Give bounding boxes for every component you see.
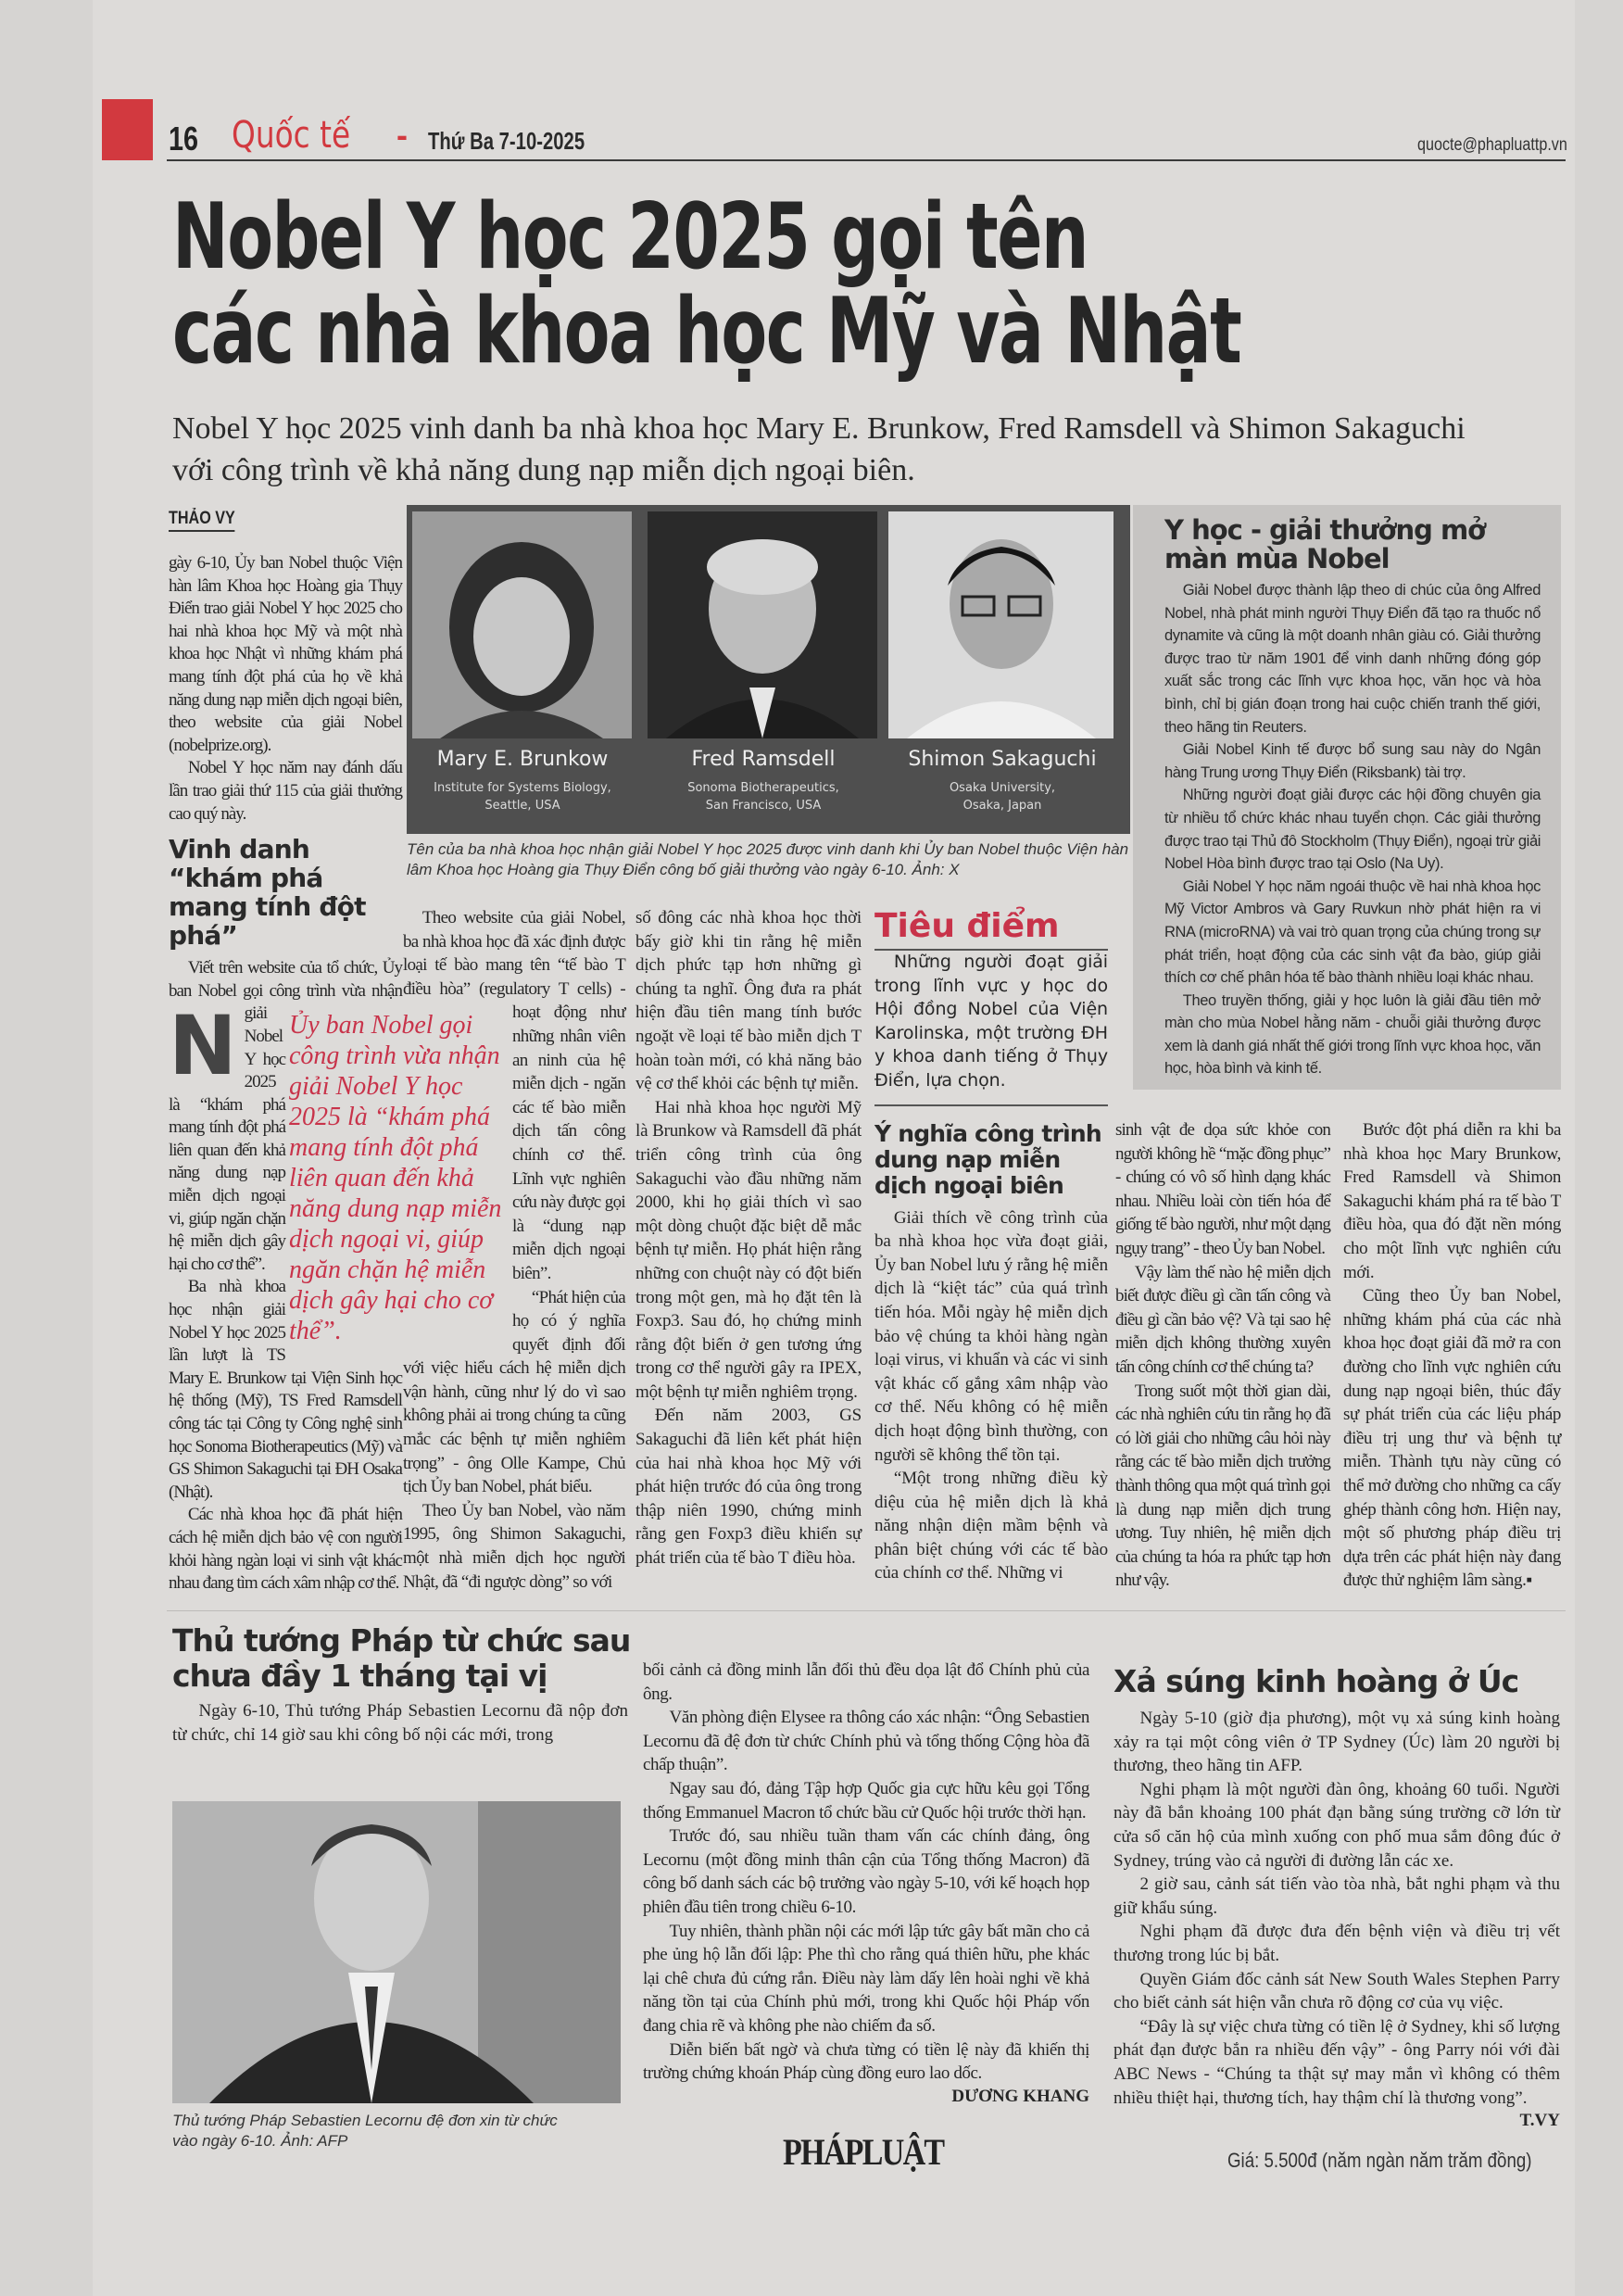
paragraph: Nghi phạm là một người đàn ông, khoảng 60 tuổi. Người này đã bắn khoảng 100 phát đạn bằng súng trường cỡ lớn từ cửa sổ căn hộ của mình xuống con phố mua sắm đông đúc ở Sydney, trúng vào cả người đi đường lẫn các xe. [1113, 1779, 1560, 1871]
focus-text: Những người đoạt giải trong lĩnh vực y học do Hội đồng Nobel của Viện Karolinska, một trường ĐH y khoa danh tiếng ở Thụy Điển, lựa chọn. [874, 951, 1108, 1106]
paragraph: Bước đột phá diễn ra khi ba nhà khoa học Mary Brunkow, Fred Ramsdell và Shimon Sakaguchi khám phá ra tế bào T điều hòa, qua đó đặt nền móng cho một lĩnh vực nghiên cứu mới. [1343, 1120, 1561, 1282]
france-photo-caption-text: Thủ tướng Pháp Sebastien Lecornu đệ đơn xin từ chức vào ngày 6-10. Ảnh: AFP [172, 2112, 558, 2150]
subheading: Vinh danh “khám phá mang tính đột phá” [169, 834, 366, 952]
sidebar-paragraph: Những người đoạt giải được các hội đồng chuyên gia từ nhiều tổ chức khác nhau tuyển chọn. Các giải thưởng được trao tại Thủ đô Stockholm (Thụy Điển), ngoại trừ giải Nobel Hòa bình được trao tại Oslo (Na Uy). [1164, 787, 1541, 873]
section-divider [167, 1610, 1566, 1611]
paragraph: Diễn biến bất ngờ và chưa từng có tiền lệ này đã khiến thị trường chứng khoán Pháp cùng đồng euro lao dốc. [643, 2039, 1089, 2084]
laureate-affiliation: Institute for Systems Biology, Seattle, USA [434, 781, 611, 813]
section-color-block [102, 99, 153, 160]
laureates-photo [407, 505, 1130, 834]
article-column-4 [874, 906, 1108, 1585]
australia-body [1113, 1707, 1560, 2132]
author-signature: T.VY [1519, 2111, 1560, 2131]
photo-caption [407, 839, 1130, 880]
paragraph: Trước đó, sau nhiều tuần tham vấn các chính đảng, ông Lecornu (một đồng minh thân cận của Tổng thống Macron) đã công bố danh sách các bộ trưởng vào ngày 5-10, với kế hoạch họp phiên đầu tiên trong chiều 6-10. [643, 1826, 1089, 1917]
paragraph: Nghi phạm đã được đưa đến bệnh viện và điều trị vết thương trong lúc bị bắt. [1113, 1922, 1560, 1965]
article-column-3 [635, 906, 862, 1571]
photo-caption-text: Tên của ba nhà khoa học nhận giải Nobel Y học 2025 được vinh danh khi Ủy ban Nobel thuộc Viện hàn lâm Khoa học Hoàng gia Thụy Điển công bố giải thưởng vào ngày 6-10. Ảnh: X [407, 840, 1129, 878]
france-headline: Thủ tướng Pháp từ chức sau chưa đầy 1 tháng tại vị [172, 1622, 631, 1694]
paragraph: Trong suốt một thời gian dài, các nhà nghiên cứu tin rằng họ đã có lời giải cho những câu hỏi này rằng các tế bào miễn dịch trưởng thành thông qua một quá trình gọi là dung nạp miễn dịch trung ương. Tuy nhiên, hệ miễn dịch của chúng ta hóa ra phức tạp hơn như vậy. [1115, 1381, 1330, 1591]
headline-line-1: Nobel Y học 2025 gọi tên [172, 184, 1088, 290]
paragraph: Ngay sau đó, đảng Tập hợp Quốc gia cực hữu kêu gọi Tổng thống Emmanuel Macron tổ chức bầu cử Quốc hội trước thời hạn. [643, 1778, 1089, 1823]
paragraph: Ngày 6-10, Thủ tướng Pháp Sebastien Lecornu đã nộp đơn từ chức, chỉ 14 giờ sau khi công bố nội các mới, trong [172, 1701, 628, 1745]
paragraph: Nobel Y học năm nay đánh dấu lần trao giải thứ 115 của giải thưởng cao quý này. [169, 758, 402, 824]
section-email[interactable]: quocte@phapluattp.vn [1417, 135, 1567, 155]
paragraph: 2 giờ sau, cảnh sát tiến vào tòa nhà, bắt nghi phạm và thu giữ khẩu súng. [1113, 1874, 1560, 1918]
sidebar-paragraph: Giải Nobel Kinh tế được bổ sung sau này do Ngân hàng Trung ương Thụy Điển (Riksbank) tài trợ. [1164, 741, 1541, 781]
paragraph: Ba nhà khoa học nhận giải Nobel Y học 2025 lần lượt là TS Mary E. Brunkow tại Viện Sinh học hệ thống (Mỹ), TS Fred Ramsdell công tác tại Công ty Công nghệ sinh học Sonoma Biotherapeutics (Mỹ) và GS Shimon Sakaguchi tại ĐH Osaka (Nhật). [169, 1277, 402, 1502]
france-body [643, 1659, 1089, 2108]
sidebar-paragraph: Giải Nobel Y học năm ngoái thuộc về hai nhà khoa học Mỹ Victor Ambros và Gary Ruvkun nhờ phát hiện ra vi RNA (microRNA) và vai trò quan trọng của chúng trong sự phát triển, hoạt động của các sinh vật đa bào, giúp giải thích cơ chế phân hóa tế bào thành nhiều loại khác nhau. [1164, 877, 1541, 987]
page-number: 16 [169, 120, 199, 158]
cover-price: Giá: 5.500đ (năm ngàn năm trăm đồng) [1227, 2149, 1532, 2172]
paragraph: bối cảnh cả đồng minh lẫn đối thủ đều dọa lật đổ Chính phủ của ông. [643, 1660, 1089, 1704]
main-headline [172, 184, 1241, 385]
paragraph: Giải thích về công trình của ba nhà khoa học vừa đoạt giải, Ủy ban Nobel lưu ý rằng hệ miễn dịch là “kiệt tác” của quá trình tiến hóa. Mỗi ngày hệ miễn dịch bảo vệ chúng ta khỏi hàng ngàn loại virus, vi khuẩn và các vi sinh vật khác cố gắng xâm nhập vào cơ thể. Nếu không có hệ miễn dịch hoạt động bình thường, con người sẽ không thể tồn tại. [874, 1207, 1108, 1465]
author-signature: DƯƠNG KHANG [951, 2086, 1089, 2106]
laureate-name: Fred Ramsdell [691, 748, 836, 771]
paragraph: “Một trong những điều kỳ diệu của hệ miễn dịch là khả năng nhận diện mầm bệnh và phân biệt chúng với các tế bào của chính cơ thể. Những vi [874, 1469, 1108, 1583]
portrait-ramsdell [648, 511, 877, 738]
sidebar-paragraph: Giải Nobel được thành lập theo di chúc của ông Alfred Nobel, nhà phát minh người Thụy Điển đã tạo ra thuốc nổ dynamite và cũng là một doanh nhân giàu có. Giải thưởng được trao từ năm 1901 để vinh danh những đóng góp xuất sắc trong các lĩnh vực khoa học, văn học và hòa bình, chỉ bị gián đoạn trong hai cuộc chiến tranh thế giới, theo hãng tin Reuters. [1164, 582, 1541, 736]
paragraph: Quyền Giám đốc cảnh sát New South Wales Stephen Parry cho biết cảnh sát hiện vẫn chưa rõ động cơ của vụ việc. [1113, 1969, 1560, 2013]
headline-line-2: các nhà khoa học Mỹ và Nhật [172, 279, 1241, 385]
australia-headline: Xả súng kinh hoàng ở Úc [1113, 1663, 1519, 1699]
section-title: Quốc tế [232, 114, 351, 157]
lecornu-portrait [172, 1801, 621, 2103]
paragraph: Đến năm 2003, GS Sakaguchi đã liên kết phát hiện của hai nhà khoa học Mỹ với phát hiện trước đó của ông trong thập niên 1990, chứng minh rằng gen Foxp3 điều khiển sự phát triển của tế bào T điều hòa. [635, 1406, 862, 1569]
lead-paragraph: gày 6-10, Ủy ban Nobel thuộc Viện hàn lâm Khoa học Hoàng gia Thụy Điển trao giải Nobel Y học 2025 cho hai nhà khoa học Mỹ và một nhà khoa học Nhật vì những khám phá mang tính đột phá của họ về khả năng dung nạp miễn dịch ngoại biên, theo website của giải Nobel (nobelprize.org). [169, 553, 402, 755]
paragraph: sinh vật đe dọa sức khỏe con người không hề “mặc đồng phục” - chúng có vô số hình dạng khác nhau. Nhiều loài còn tiến hóa để giống tế bào người, như một dạng ngụy trang” - theo Ủy ban Nobel. [1115, 1120, 1330, 1258]
subheading: Ý nghĩa công trình dung nạp miễn dịch ngoại biên [874, 1119, 1101, 1199]
article-column-6 [1343, 1118, 1561, 1593]
paragraph: Ngày 5-10 (giờ địa phương), một vụ xả súng kinh hoàng xảy ra tại một công viên ở TP Sydney (Úc) làm 20 người bị thương, theo hãng tin AFP. [1113, 1709, 1560, 1776]
france-pm-photo [172, 1801, 621, 2103]
focus-title: Tiêu điểm [874, 906, 1108, 951]
sidebar-title: Y học - giải thưởng mở màn mùa Nobel [1164, 514, 1486, 574]
article-column-2 [403, 906, 625, 1594]
paragraph: Theo Ủy ban Nobel, vào năm 1995, ông Shimon Sakaguchi, một nhà miễn dịch học người Nhật, đã “đi ngược dòng” so với [403, 1500, 625, 1592]
portrait-sakaguchi [888, 511, 1113, 738]
paragraph: Viết trên website của tổ chức, Ủy ban Nobel gọi công trình vừa nhận giải Nobel Y học 2025 là “khám phá mang tính đột phá liên quan đến khả năng dung nạp miễn dịch ngoại vi, giúp ngăn chặn hệ miễn dịch gây hại cho cơ thể”. [169, 958, 402, 1274]
pull-quote: Ủy ban Nobel gọi công trình vừa nhận giải Nobel Y học 2025 là “khám phá mang tính đột phá liên quan đến khả năng dung nạp miễn dịch ngoại vi, giúp ngăn chặn hệ miễn dịch gây hại cho cơ thể”. [289, 1011, 502, 1345]
paragraph: Tuy nhiên, thành phần nội các mới lập tức gây bất mãn cho cả phe ủng hộ lẫn đối lập: Phe thì cho rằng quá thiên hữu, phe khác lại chê chưa đủ cứng rắn. Điều này làm dấy lên hoài nghi về khả năng tồn tại của Chính phủ mới, trong khi Quốc hội Pháp vốn đang chia rẽ và không phe nào chiếm đa số. [643, 1921, 1089, 2036]
france-photo-caption [172, 2111, 580, 2151]
paragraph: Vậy làm thế nào hệ miễn dịch biết được điều gì cần tấn công và điều gì cần bảo vệ? Và tại sao hệ miễn dịch không thường xuyên tấn công chính cơ thể chúng ta? [1115, 1262, 1330, 1377]
article-byline: THẢO VY [169, 508, 235, 532]
article-sapo: Nobel Y học 2025 vinh danh ba nhà khoa học Mary E. Brunkow, Fred Ramsdell và Shimon Sakaguchi với công trình về khả năng dung nạp miễn dịch ngoại biên. [172, 411, 1466, 487]
header-rule [167, 159, 1566, 161]
portrait-brunkow [412, 511, 632, 738]
issue-date: Thứ Ba 7-10-2025 [428, 127, 585, 155]
paragraph: số đông các nhà khoa học thời bấy giờ khi tin rằng hệ miễn dịch phức tạp hơn những gì chúng ta nghĩ. Ông đưa ra phát hiện đầu tiên mang tính bước ngoặt về loại tế bào miễn dịch T hoàn toàn mới, có khả năng bảo vệ cơ thể khỏi các bệnh tự miễn. [635, 908, 862, 1094]
paragraph: “Đây là sự việc chưa từng có tiền lệ ở Sydney, khi số lượng phát đạn được bắn ra nhiều đến vậy” - ông Parry nói với đài ABC News - “Chúng ta thật sự may mắn vì không có thêm nhiều thiệt hại, thương tích, hay thậm chí là thương vong”. [1113, 2016, 1560, 2108]
sidebar-paragraph: Theo truyền thống, giải y học luôn là giải đầu tiên mở màn cho mùa Nobel hằng năm - chuỗi giải thưởng được xem là danh giá nhất thế giới trong lĩnh vực khoa học, văn học, hòa bình và kinh tế. [1164, 991, 1541, 1078]
paragraph: “Phát hiện của họ có ý nghĩa quyết định đối với việc hiểu cách hệ miễn dịch vận hành, cũng như lý do vì sao không phải ai trong chúng ta cũng mắc các bệnh tự miễn nghiêm trọng” - ông Olle Kampe, Chủ tịch Ủy ban Nobel, phát biểu. [403, 1287, 625, 1497]
paragraph: Cũng theo Ủy ban Nobel, những khám phá của các nhà khoa học đoạt giải đã mở ra con đường cho lĩnh vực nghiên cứu dung nạp ngoại biên, thúc đẩy sự phát triển của các liệu pháp điều trị ung thư và bệnh tự miễn. Thành tựu này cũng có thể mở đường cho những ca cấy ghép thành công hơn. Hiện nay, một số phương pháp điều trị dựa trên các phát hiện này đang được thử nghiệm lâm sàng.▪ [1343, 1286, 1561, 1591]
paragraph: Văn phòng điện Elysee ra thông cáo xác nhận: “Ông Sebastien Lecornu đã đệ đơn từ chức Chính phủ và tổng thống Cộng hòa đã chấp thuận”. [643, 1708, 1089, 1775]
focus-box [874, 906, 1108, 1106]
paragraph: Theo website của giải Nobel, ba nhà khoa học đã xác định được loại tế bào mang tên “tế bào T điều hòa” (regulatory T cells) - hoạt động như những nhân viên an ninh của hệ miễn dịch - ngăn các tế bào miễn dịch tấn công chính cơ thể. Lĩnh vực nghiên cứu này được gọi là “dung nạp miễn dịch ngoại biên”. [403, 908, 625, 1283]
paragraph: Các nhà khoa học đã phát hiện cách hệ miễn dịch bảo vệ con người khỏi hàng ngàn loại vi sinh vật khác nhau đang tìm cách xâm nhập cơ thể. [169, 1505, 402, 1594]
paragraph: Hai nhà khoa học người Mỹ là Brunkow và Ramsdell đã phát triển công trình của ông Sakaguchi vào đầu những năm 2000, khi họ giải thích vì sao một dòng chuột đặc biệt dễ mắc bệnh tự miễn. Họ phát hiện rằng những con chuột này có đột biến trong một gen, mà họ đặt tên là Foxp3. Sau đó, họ chứng minh rằng đột biến ở gen tương ứng trong cơ thể người gây ra IPEX, một bệnh tự miễn nghiêm trọng. [635, 1097, 862, 1402]
france-lead [172, 1699, 628, 1747]
newspaper-logo: PHÁPLUẬT [783, 2131, 944, 2173]
laureate-name: Mary E. Brunkow [436, 748, 609, 771]
laureate-affiliation: Osaka University, Osaka, Japan [949, 781, 1056, 813]
article-column-5 [1115, 1118, 1330, 1593]
laureate-affiliation: Sonoma Biotherapeutics, San Francisco, USA [687, 781, 839, 813]
sidebar-box [1133, 505, 1561, 1090]
laureate-name: Shimon Sakaguchi [908, 748, 1097, 771]
header-separator: - [396, 116, 408, 154]
drop-cap: N [169, 998, 237, 1093]
